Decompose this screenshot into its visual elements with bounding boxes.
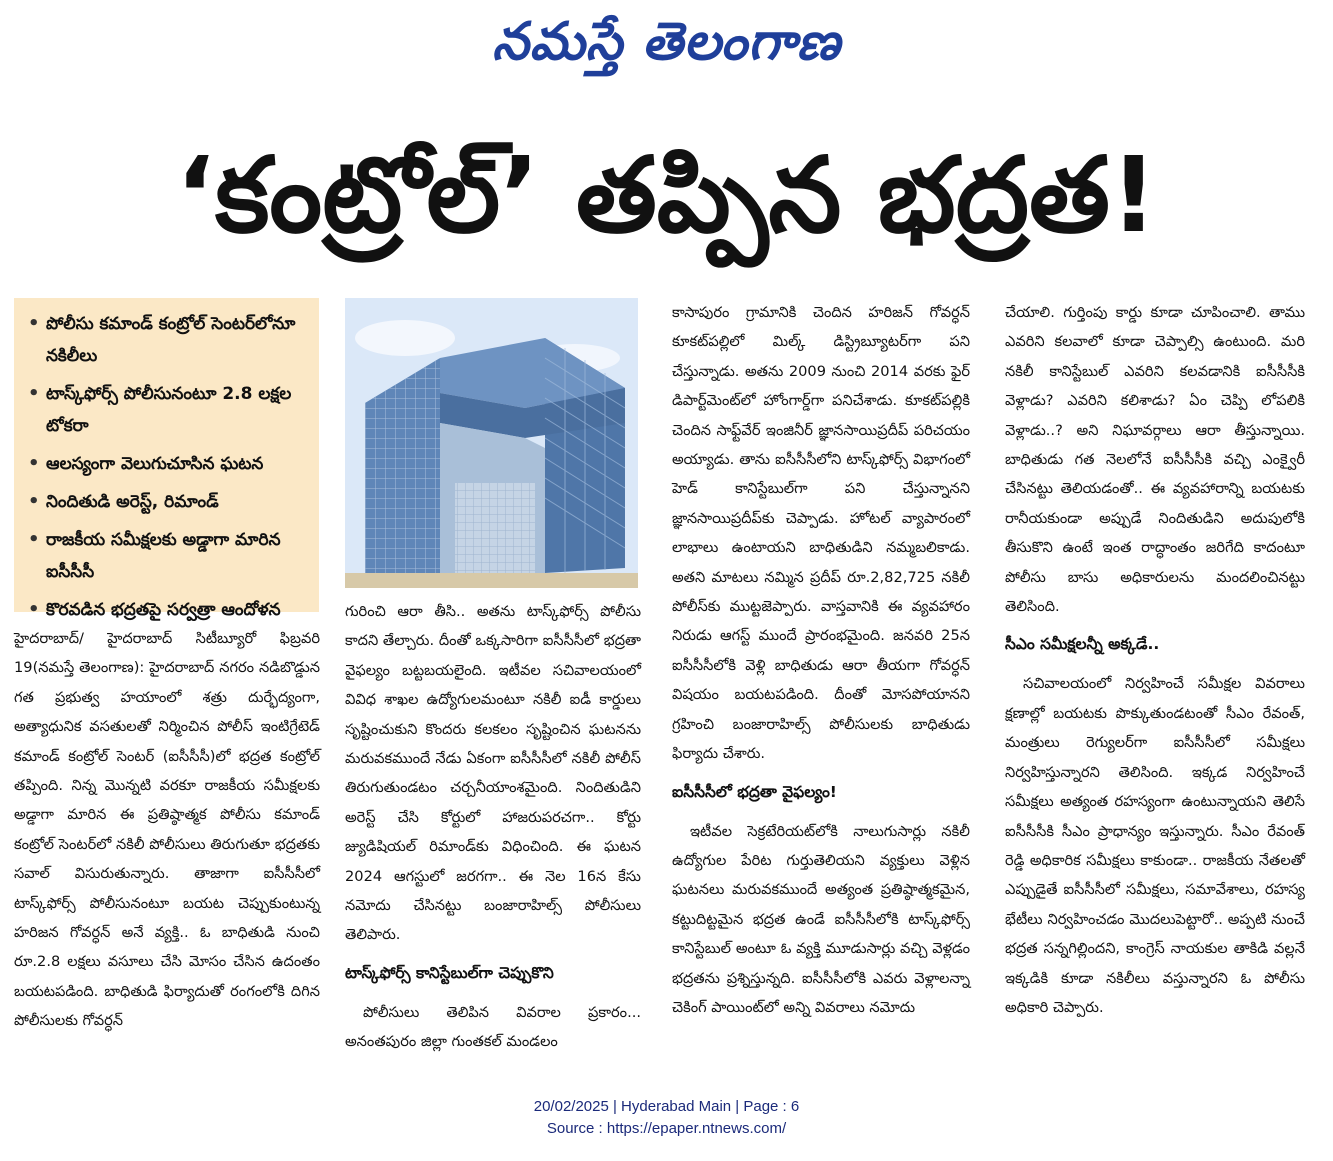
article-column-3 [672,298,970,1022]
article-column-1 [14,624,320,1036]
highlight-item: • కొరవడిన భద్రతపై సర్వత్రా ఆందోళన [26,594,311,626]
article-column-2 [345,597,641,1057]
highlight-item: • టాస్క్‌ఫోర్స్ పోలీసునంటూ 2.8 లక్షల టోకరా [26,378,311,442]
paragraph: సచివాలయంలో నిర్వహించే సమీక్షల వివరాలు క్షణాల్లో బయటకు పొక్కుతుండటంతో సీఎం రేవంత్, మంత్రులు రెగ్యులర్‌గా ఐసీసీసీలో సమీక్షలు నిర్వహిస్తున్నారని తెలిసింది. ఇక్కడ నిర్వహించే సమీక్షలు అత్యంత రహస్యంగా ఉంటున్నాయని తెలిసే ఐసీసీసీకి సీఎం ప్రాధాన్యం ఇస్తున్నారు. సీఎం రేవంత్ రెడ్డి అధికారిక సమీక్షలు కాకుండా.. రాజకీయ నేతలతో ఎప్పుడైతే ఐసీసీసీలో సమీక్షలు, సమావేశాలు, రహస్య భేటీలు నిర్వహించడం మొదలుపెట్టారో.. అప్పటి నుంచే భద్రత సన్నగిల్లిందని, కాంగ్రెస్ నాయకుల తాకిడి వల్లనే ఇక్కడికి కూడా నకిలీలు వస్తున్నారని ఓ పోలీసు అధికారి చెప్పారు. [1005,675,1305,1016]
highlight-item: • నిందితుడి అరెస్ట్, రిమాండ్ [26,486,311,518]
building-photo [345,298,638,588]
headline: ‘కంట్రోల్’ తప్పిన భద్రత! [175,134,1158,256]
paragraph: కాసాపురం గ్రామానికి చెందిన హరిజన్ గోవర్ధన్ కూకట్‌పల్లిలో మిల్క్ డిస్ట్రిబ్యూటర్‌గా పని చేస్తున్నాడు. అతను 2009 నుంచి 2014 వరకు ఫైర్ డిపార్ట్‌మెంట్‌లో హోంగార్డ్‌గా పనిచేశాడు. కూకట్‌పల్లికి చెందిన సాఫ్ట్‌వేర్ ఇంజినీర్ జ్ఞానసాయిప్రదీప్ పరిచయం అయ్యాడు. తాను ఐసీసీసీలోని టాస్క్‌ఫోర్స్ విభాగంలో హెడ్ కానిస్టేబుల్‌గా పని చేస్తున్నానని జ్ఞానసాయిప్రదీప్‌కు చెప్పాడు. హోటల్ వ్యాపారంలో లాభాలు ఉంటాయని బాధితుడిని నమ్మబలికాడు. అతని మాటలు నమ్మిన ప్రదీప్ రూ.2,82,725 నకిలీ పోలీస్‌కు ముట్టజెప్పారు. వాస్తవానికి ఈ వ్యవహారం నిరుడు ఆగస్ట్ ముందే ప్రారంభమైంది. జనవరి 25న ఐసీసీసీలోకి వెళ్లి బాధితుడు ఆరా తీయగా గోవర్ధన్ విషయం బయటపడింది. దీంతో మోసపోయానని గ్రహించి బంజారాహిల్స్ పోలీసులకు బాధితుడు ఫిర్యాదు చేశారు. [672,304,970,763]
highlight-item: • ఆలస్యంగా వెలుగుచూసిన ఘటన [26,448,311,480]
paragraph: పోలీసులు తెలిపిన వివరాల ప్రకారం... అనంతపురం జిల్లా గుంతకల్ మండలం [345,1003,641,1051]
footer-edition-info: 20/02/2025 | Hyderabad Main | Page : 6 [533,1098,800,1115]
subheading: టాస్క్‌ఫోర్స్ కానిస్టేబుల్‌గా చెప్పుకొని [345,963,554,982]
paragraph: ఇటీవల సెక్రటేరియట్‌లోకి నాలుగుసార్లు నకిలీ ఉద్యోగుల పేరిట గుర్తుతెలియని వ్యక్తులు వెళ్లిన ఘటనలు మరువకముందే అత్యంత ప్రతిష్ఠాత్మకమైన, కట్టుదిట్టమైన భద్రత ఉండే ఐసీసీసీలోకి టాస్క్‌ఫోర్స్ కానిస్టేబుల్ అంటూ ఓ వ్యక్తి మూడుసార్లు వచ్చి వెళ్లడం భద్రతను ప్రశ్నిస్తున్నది. ఐసీసీసీలోకి ఎవరు వెళ్లాలన్నా చెకింగ్ పాయింట్‌లో అన్ని వివరాలు నమోదు [672,822,970,1016]
paragraph: చేయాలి. గుర్తింపు కార్డు కూడా చూపించాలి. తాము ఎవరిని కలవాలో కూడా చెప్పాల్సి ఉంటుంది. మరి నకిలీ కానిస్టేబుల్ ఎవరిని కలవడానికి ఐసీసీసీకి వెళ్లాడు? ఎవరిని కలిశాడు? ఏం చెప్పి లోపలికి వెళ్లాడు..? అని నిఘావర్గాలు ఆరా తీస్తున్నాయి. బాధితుడు గత నెలలోనే ఐసీసీసీకి వచ్చి ఎంక్వైరీ చేసినట్టు తెలియడంతో.. ఈ వ్యవహారాన్ని బయటకు రానీయకుండా అప్పుడే నిందితుడిని అదుపులోకి తీసుకొని ఉంటే ఇంత రాద్ధాంతం జరిగేది కాదంటూ పోలీసు బాసు అధికారులను మందలించినట్టు తెలిసింది. [1005,304,1305,616]
paragraph: హైదరాబాద్/ హైదరాబాద్ సిటీబ్యూరో ఫిబ్రవరి 19(నమస్తే తెలంగాణ): హైదరాబాద్ నగరం నడిబొడ్డున గత ప్రభుత్వ హయాంలో శత్రు దుర్భేద్యంగా, అత్యాధునిక వసతులతో నిర్మించిన పోలీస్ ఇంటిగ్రేటెడ్ కమాండ్ కంట్రోల్ సెంటర్ (ఐసీసీసీ)లో భద్రత కంట్రోల్ తప్పింది. నిన్న మొన్నటి వరకూ రాజకీయ సమీక్షలకు అడ్డాగా మారిన ఈ ప్రతిష్ఠాత్మక పోలీసు కమాండ్ కంట్రోల్ సెంటర్‌లో నకిలీ పోలీసులు తిరుగుతూ భద్రతకు సవాల్ విసురుతున్నారు. తాజాగా ఐసీసీసీలో టాస్క్‌ఫోర్స్ పోలీసునంటూ బయట చెప్పుకుంటున్న హరిజన గోవర్ధన్ అనే వ్యక్తి.. ఓ బాధితుడి నుంచి రూ.2.8 లక్షలు వసూలు చేసి మోసం చేసిన ఉదంతం బయటపడింది. బాధితుడి ఫిర్యాదుతో రంగంలోకి దిగిన పోలీసులకు గోవర్ధన్ [14,630,320,1030]
footer-source-link[interactable]: Source : https://epaper.ntnews.com/ [546,1120,787,1137]
subheading: సీఎం సమీక్షలన్నీ అక్కడే.. [1005,635,1160,654]
paragraph: గురించి ఆరా తీసి.. అతను టాస్క్‌ఫోర్స్ పోలీసు కాదని తేల్చారు. దీంతో ఒక్కసారిగా ఐసీసీసీలో భద్రతా వైఫల్యం బట్టబయలైంది. ఇటీవల సచివాలయంలో వివిధ శాఖల ఉద్యోగులమంటూ నకిలీ ఐడీ కార్డులు సృష్టించుకుని కొందరు కలకలం సృష్టించిన ఘటనను మరువకముందే నేడు ఏకంగా ఐసీసీసీలో నకిలీ పోలీస్ తిరుగుతుండటం చర్చనీయాంశమైంది. నిందితుడిని అరెస్ట్ చేసి కోర్టులో హాజరుపరచగా.. కోర్టు జ్యుడిషియల్ రిమాండ్‌కు విధించింది. ఈ ఘటన 2024 ఆగస్టులో జరగగా.. ఈ నెల 16న కేసు నమోదు చేసినట్టు బంజారాహిల్స్ పోలీసులు తెలిపారు. [345,603,641,944]
highlights-list [26,308,311,626]
subheading: ఐసీసీసీలో భద్రతా వైఫల్యం! [672,782,837,801]
footer [0,1096,1333,1140]
building-illustration [345,298,638,588]
article-column-4 [1005,298,1305,1022]
masthead-logo: నమస్తే తెలంగాణ [492,11,841,72]
highlights-box [14,298,319,620]
highlight-item: • పోలీసు కమాండ్ కంట్రోల్ సెంటర్‌లోనూ నకిలీలు [26,308,311,372]
highlight-item: • రాజకీయ సమీక్షలకు అడ్డాగా మారిన ఐసీసీసీ [26,524,311,588]
